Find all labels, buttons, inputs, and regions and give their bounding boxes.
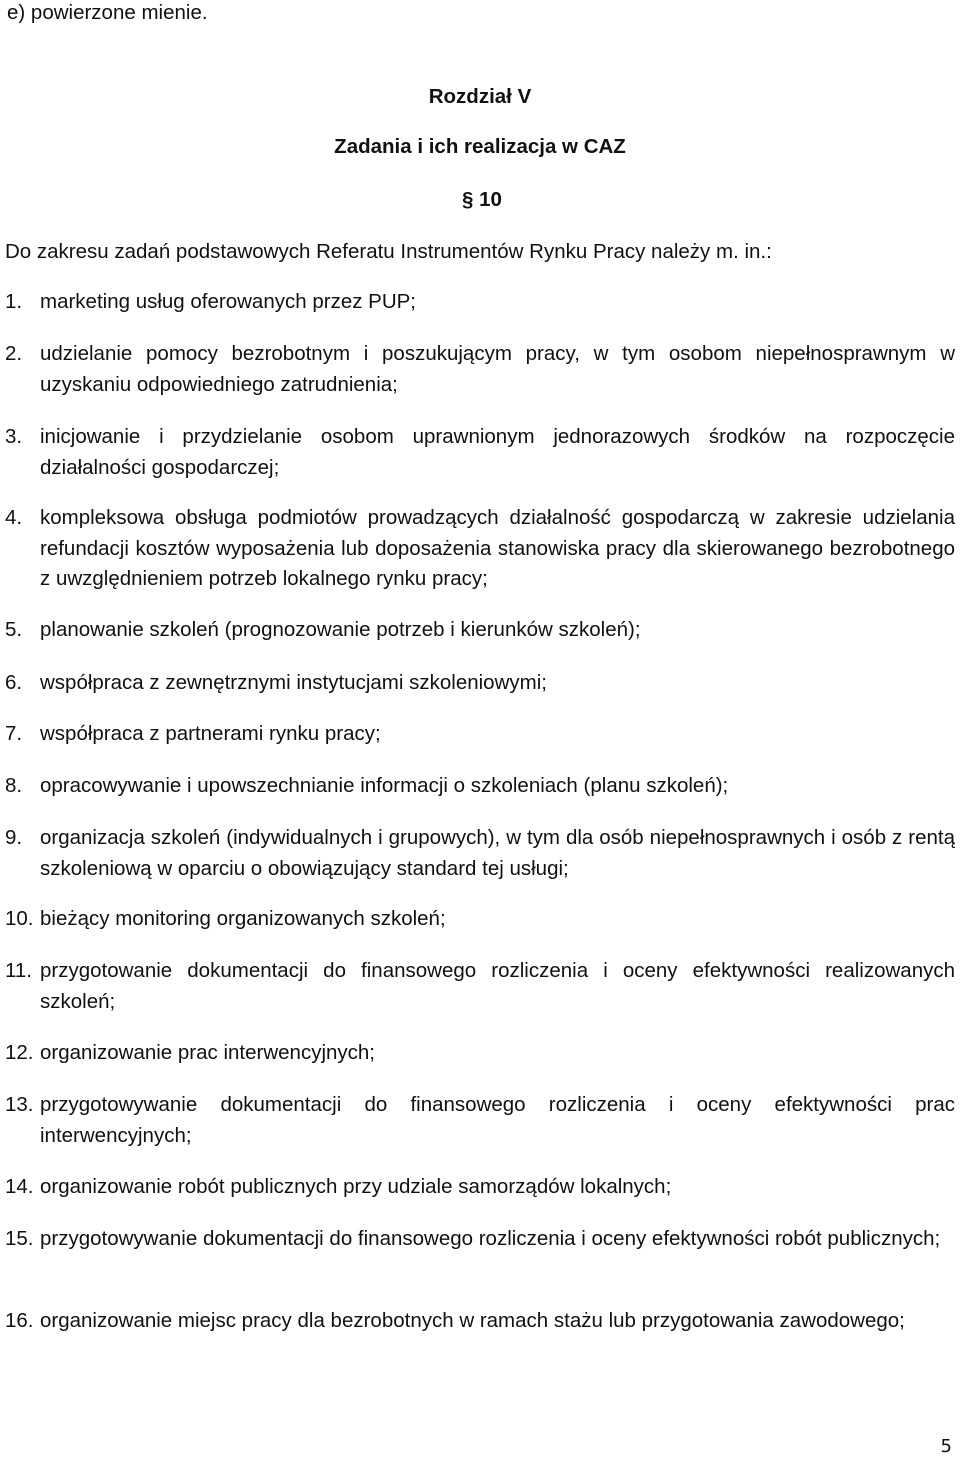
- list-item-text: współpraca z partnerami rynku pracy;: [40, 722, 381, 745]
- list-item-text: organizowanie prac interwencyjnych;: [40, 1041, 376, 1064]
- list-item-number: 14.: [5, 1175, 34, 1198]
- list-item-text: kompleksowa obsługa podmiotów prowadzących działalność gospodarczą w zakresie udzielania refundacji kosztów wyposażenia lub doposażenia stanowiska pracy dla skierowanego bezrobotnego z uwzględnieniem potrzeb lokalnego rynku pracy;: [40, 506, 955, 590]
- list-item-text: planowanie szkoleń (prognozowanie potrzeb i kierunków szkoleń);: [40, 618, 641, 641]
- list-item-text: organizacja szkoleń (indywidualnych i grupowych), w tym dla osób niepełnosprawnych i osób z rentą szkoleniową w oparciu o obowiązujący standard tej usługi;: [40, 826, 955, 880]
- list-item: [5, 287, 955, 318]
- list-item: [5, 422, 955, 483]
- list-item: [5, 771, 955, 802]
- list-item-number: 5.: [5, 618, 23, 641]
- list-item-text: opracowywanie i upowszechnianie informacji o szkoleniach (planu szkoleń);: [40, 774, 729, 797]
- list-item-number: 2.: [5, 342, 23, 365]
- intro-paragraph: Do zakresu zadań podstawowych Referatu Instrumentów Rynku Pracy należy m. in.:: [5, 240, 772, 263]
- list-item-text: organizowanie robót publicznych przy udziale samorządów lokalnych;: [40, 1175, 672, 1198]
- list-item-text: przygotowywanie dokumentacji do finansowego rozliczenia i oceny efektywności robót publicznych;: [40, 1227, 941, 1250]
- previous-list-item: e) powierzone mienie.: [7, 1, 208, 24]
- list-item-number: 16.: [5, 1309, 34, 1332]
- list-item: [5, 668, 955, 699]
- page-number: 5: [940, 1436, 952, 1457]
- list-item-text: organizowanie miejsc pracy dla bezrobotnych w ramach stażu lub przygotowania zawodowego;: [40, 1309, 905, 1332]
- list-item: [5, 823, 955, 884]
- list-item: [5, 1224, 955, 1255]
- list-item-number: 11.: [5, 959, 32, 982]
- list-item: [5, 1172, 955, 1203]
- list-item-text: bieżący monitoring organizowanych szkoleń;: [40, 907, 446, 930]
- section-mark: § 10: [462, 188, 502, 211]
- list-item-number: 6.: [5, 671, 23, 694]
- list-item-text: przygotowanie dokumentacji do finansowego rozliczenia i oceny efektywności realizowanych szkoleń;: [40, 959, 955, 1013]
- list-item: [5, 1090, 955, 1151]
- list-item-text: udzielanie pomocy bezrobotnym i poszukującym pracy, w tym osobom niepełnosprawnym w uzyskaniu odpowiedniego zatrudnienia;: [40, 342, 955, 396]
- list-item-number: 9.: [5, 826, 23, 849]
- list-item-number: 13.: [5, 1093, 34, 1116]
- list-item-text: inicjowanie i przydzielanie osobom uprawnionym jednorazowych środków na rozpoczęcie działalności gospodarczej;: [40, 425, 955, 479]
- chapter-subtitle: Zadania i ich realizacja w CAZ: [334, 135, 626, 158]
- list-item: [5, 719, 955, 750]
- list-item-text: współpraca z zewnętrznymi instytucjami szkoleniowymi;: [40, 671, 547, 694]
- list-item: [5, 904, 955, 935]
- list-item-number: 3.: [5, 425, 23, 448]
- list-item: [5, 1038, 955, 1069]
- list-item: [5, 956, 955, 1017]
- list-item-number: 8.: [5, 774, 23, 797]
- list-item: [5, 339, 955, 400]
- list-item-number: 1.: [5, 290, 23, 313]
- list-item-number: 10.: [5, 907, 34, 930]
- list-item: [5, 503, 955, 595]
- list-item-number: 12.: [5, 1041, 34, 1064]
- chapter-title: Rozdział V: [428, 85, 532, 108]
- list-item: [5, 1306, 955, 1337]
- list-item-number: 4.: [5, 506, 23, 529]
- list-item-number: 7.: [5, 722, 23, 745]
- list-item: [5, 615, 955, 646]
- list-item-text: przygotowywanie dokumentacji do finansowego rozliczenia i oceny efektywności prac interwencyjnych;: [40, 1093, 955, 1147]
- list-item-text: marketing usług oferowanych przez PUP;: [40, 290, 417, 313]
- list-item-number: 15.: [5, 1227, 34, 1250]
